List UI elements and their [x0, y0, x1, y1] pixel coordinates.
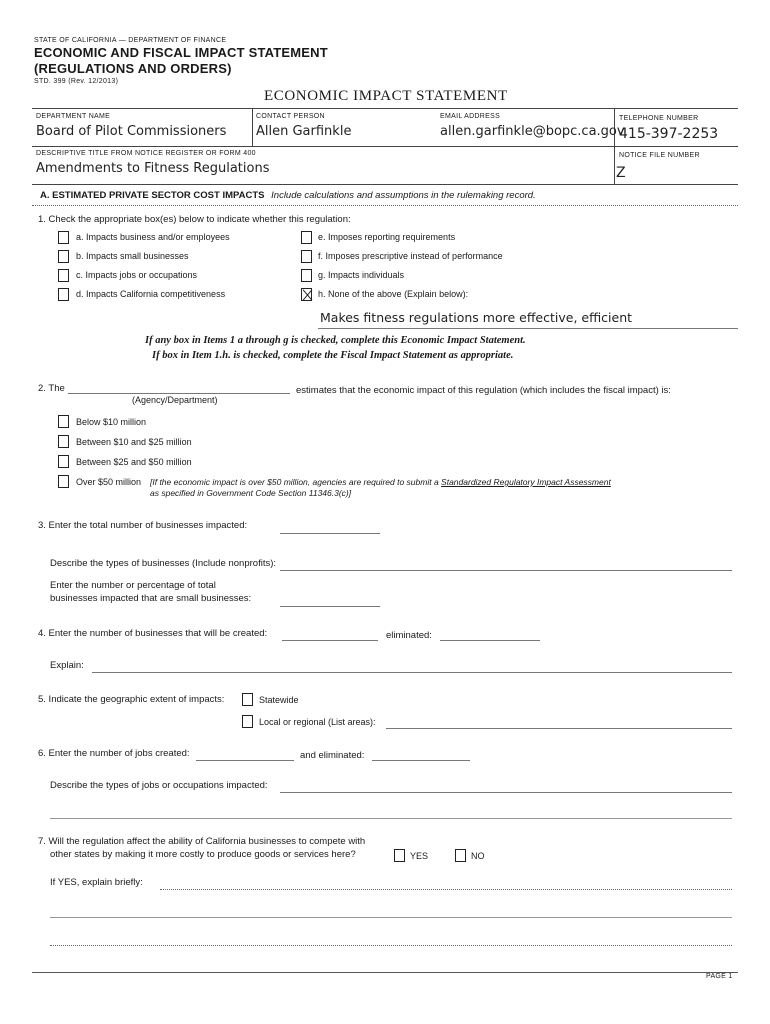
section-a-heading-wrap: [40, 190, 536, 201]
q1-checkbox-e[interactable]: [301, 231, 312, 244]
form-subtitle: (REGULATIONS AND ORDERS): [34, 61, 232, 76]
q3-small-2: businesses impacted that are small businesses:: [50, 593, 252, 604]
q2-option-4: Over $50 million: [76, 477, 142, 487]
notice-field[interactable]: Z: [616, 165, 626, 181]
form-id: STD. 399 (Rev. 12/2013): [34, 78, 119, 85]
q4-prompt: 4. Enter the number of businesses that will be created:: [38, 628, 268, 639]
q2-over-note: [150, 477, 611, 487]
q1-checkbox-h[interactable]: [301, 288, 312, 301]
q7-no-label: NO: [471, 851, 485, 861]
q3-small-1: Enter the number or percentage of total: [50, 580, 216, 591]
q5-local-checkbox[interactable]: [242, 715, 253, 728]
q1-label-c: c. Impacts jobs or occupations: [76, 270, 198, 280]
q5-statewide-checkbox[interactable]: [242, 693, 253, 706]
page-number: PAGE 1: [706, 973, 733, 980]
q2-checkbox-1[interactable]: [58, 415, 69, 428]
q2-prefix: 2. The: [38, 383, 65, 394]
q7-explain-line-2[interactable]: [50, 917, 732, 918]
q1-label-b: b. Impacts small businesses: [76, 251, 189, 261]
q2-checkbox-3[interactable]: [58, 455, 69, 468]
instruction-1: If any box in Items 1 a through g is checked, complete this Economic Impact Statement.: [145, 335, 526, 346]
department-field[interactable]: Board of Pilot Commissioners: [36, 124, 227, 139]
q1-checkbox-f[interactable]: [301, 250, 312, 263]
q1-label-f: f. Imposes prescriptive instead of performance: [318, 251, 503, 261]
department-label: DEPARTMENT NAME: [36, 113, 111, 120]
section-title: ECONOMIC IMPACT STATEMENT: [264, 88, 508, 104]
form-title: ECONOMIC AND FISCAL IMPACT STATEMENT: [34, 45, 328, 60]
q4-explain: Explain:: [50, 660, 84, 671]
notice-label: NOTICE FILE NUMBER: [619, 152, 700, 159]
q1-checkbox-a[interactable]: [58, 231, 69, 244]
q5-statewide-label: Statewide: [259, 695, 299, 705]
q7-no-checkbox[interactable]: [455, 849, 466, 862]
q1-label-e: e. Imposes reporting requirements: [318, 232, 456, 242]
phone-field[interactable]: 415-397-2253: [619, 126, 719, 142]
q3-total-line[interactable]: [280, 533, 380, 534]
q4-explain-line[interactable]: [92, 672, 732, 673]
q4-eliminated-line[interactable]: [440, 640, 540, 641]
q3-describe-line[interactable]: [280, 570, 732, 571]
q2-option-1: Below $10 million: [76, 417, 147, 427]
q7-explain-line-3[interactable]: [50, 945, 732, 946]
q2-checkbox-4[interactable]: [58, 475, 69, 488]
q1-checkbox-d[interactable]: [58, 288, 69, 301]
q6-eliminated-line[interactable]: [372, 760, 470, 761]
q2-over-note-2: as specified in Government Code Section 11346.3(c)]: [150, 488, 352, 498]
contact-label: CONTACT PERSON: [256, 113, 325, 120]
q2-agency-caption: (Agency/Department): [132, 395, 218, 405]
q2-checkbox-2[interactable]: [58, 435, 69, 448]
q3-prompt: 3. Enter the total number of businesses impacted:: [38, 520, 248, 531]
q1-label-g: g. Impacts individuals: [318, 270, 405, 280]
q2-option-2: Between $10 and $25 million: [76, 437, 192, 447]
title-label: DESCRIPTIVE TITLE FROM NOTICE REGISTER OR FORM 400: [36, 150, 256, 157]
q1-checkbox-g[interactable]: [301, 269, 312, 282]
q6-created-line[interactable]: [196, 760, 294, 761]
q7-prompt-2: other states by making it more costly to produce goods or services here?: [50, 849, 356, 860]
q6-describe-line-2[interactable]: [50, 818, 732, 819]
q7-prompt-1: 7. Will the regulation affect the ability of California businesses to compete with: [38, 836, 366, 847]
q7-explain-line[interactable]: [160, 889, 732, 890]
q6-prompt: 6. Enter the number of jobs created:: [38, 748, 190, 759]
q6-eliminated: and eliminated:: [300, 750, 365, 761]
q2-suffix: estimates that the economic impact of this regulation (which includes the fiscal impact) is:: [296, 385, 671, 396]
q5-local-line[interactable]: [386, 728, 732, 729]
q5-prompt: 5. Indicate the geographic extent of impacts:: [38, 694, 225, 705]
q6-describe-line[interactable]: [280, 792, 732, 793]
q1-label-d: d. Impacts California competitiveness: [76, 289, 226, 299]
section-a-heading: A. ESTIMATED PRIVATE SECTOR COST IMPACTS: [40, 190, 265, 201]
q2-agency-line[interactable]: [68, 393, 290, 394]
q1-label-a: a. Impacts business and/or employees: [76, 232, 230, 242]
q5-local-label: Local or regional (List areas):: [259, 717, 376, 727]
title-field[interactable]: Amendments to Fitness Regulations: [36, 161, 270, 176]
sria-link[interactable]: Standardized Regulatory Impact Assessment: [441, 477, 611, 487]
q4-created-line[interactable]: [282, 640, 378, 641]
email-field[interactable]: allen.garfinkle@bopc.ca.gov: [440, 124, 625, 139]
q1-explanation[interactable]: Makes fitness regulations more effective, efficient: [320, 310, 633, 325]
q4-eliminated: eliminated:: [386, 630, 432, 641]
q2-over-note-text: [If the economic impact is over $50 million, agencies are required to submit a: [150, 477, 439, 487]
q1-prompt: 1. Check the appropriate box(es) below to indicate whether this regulation:: [38, 214, 351, 225]
agency-line: STATE OF CALIFORNIA — DEPARTMENT OF FINANCE: [34, 37, 227, 44]
q1-checkbox-c[interactable]: [58, 269, 69, 282]
q1-label-h: h. None of the above (Explain below):: [318, 289, 469, 299]
q7-yes-label: YES: [410, 851, 429, 861]
q2-option-3: Between $25 and $50 million: [76, 457, 192, 467]
q6-describe: Describe the types of jobs or occupations impacted:: [50, 780, 268, 791]
q7-yes-checkbox[interactable]: [394, 849, 405, 862]
section-a-note: Include calculations and assumptions in the rulemaking record.: [271, 190, 536, 201]
email-label: EMAIL ADDRESS: [440, 113, 501, 120]
contact-field[interactable]: Allen Garfinkle: [256, 124, 352, 139]
q3-describe: Describe the types of businesses (Include nonprofits):: [50, 558, 277, 569]
phone-label: TELEPHONE NUMBER: [619, 115, 699, 122]
instruction-2: If box in Item 1.h. is checked, complete the Fiscal Impact Statement as appropriate.: [152, 350, 514, 361]
footer-rule: [32, 972, 738, 973]
q7-explain: If YES, explain briefly:: [50, 877, 143, 888]
q1-checkbox-b[interactable]: [58, 250, 69, 263]
q3-small-line[interactable]: [280, 606, 380, 607]
